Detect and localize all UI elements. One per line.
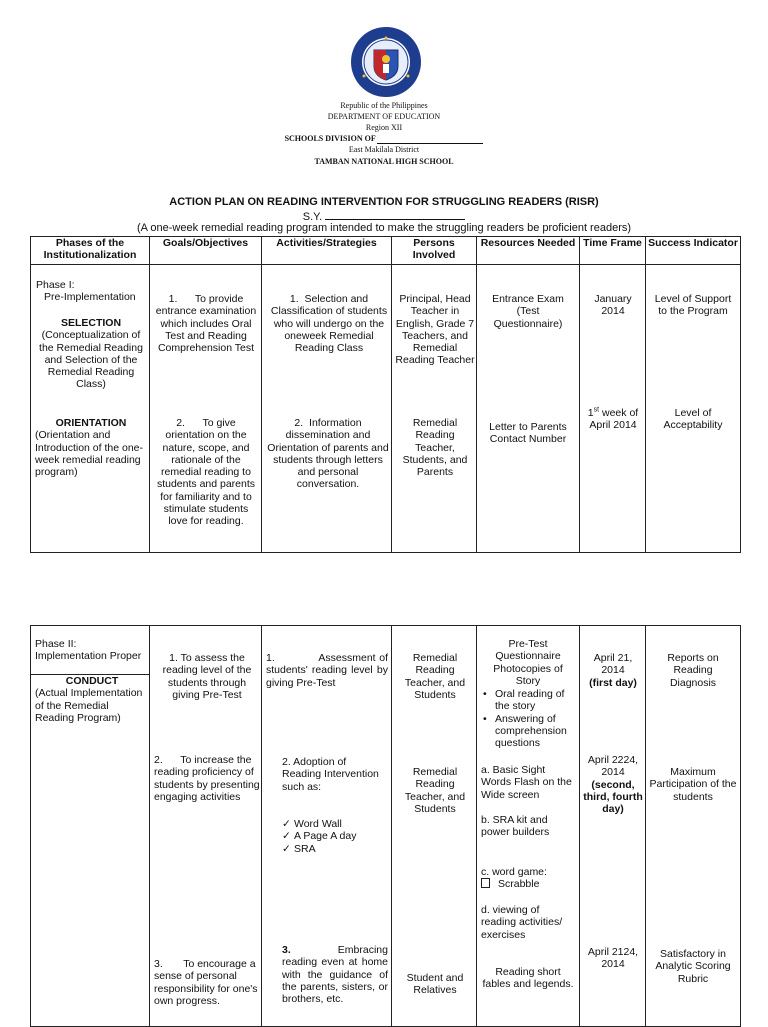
column-header: Success Indicator (646, 237, 741, 265)
phase-cell (31, 626, 150, 1027)
success-indicator: Level of Support to the Program (654, 293, 732, 318)
action-plan-table-phase-1 (30, 236, 741, 553)
persons-involved: Remedial Reading Teacher, and Students (404, 652, 466, 701)
region-line: Region XII (365, 123, 403, 132)
persons-involved: Principal, Head Teacher in English, Grade 7 Teachers, and Remedial Reading Teacher (395, 293, 475, 367)
goal-text: To provide entrance examination which includes Oral Test and Reading Comprehension Test (155, 293, 257, 355)
list-item: • Answering of comprehension questions (483, 712, 567, 750)
resources-needed: Pre-Test Questionnaire Photocopies of Story (493, 638, 563, 687)
resources-needed: d. viewing of reading activities/ exercises (481, 904, 563, 941)
resources-needed: b. SRA kit and power builders (481, 814, 550, 839)
resources-list (481, 688, 575, 749)
success-indicator-cell (646, 265, 741, 553)
goal-number: 2. (176, 417, 185, 429)
time-frame: January 2014 (594, 293, 632, 318)
conduct-title: CONDUCT (65, 675, 119, 687)
persons-involved: Remedial Reading Teacher, Students, and Parents (402, 417, 468, 479)
activity-text: 3. Embracing reading even at home with the guidance of the parents, sisters, or brothers, etc. (282, 944, 388, 1006)
activity-number: 2. (294, 417, 304, 429)
division-line: SCHOOLS DIVISION OF (0, 133, 768, 144)
activity-text: 2. Adoption of Reading Intervention such as: (282, 756, 379, 793)
reading-intervention-list (280, 818, 384, 855)
column-header: Activities/Strategies (262, 237, 392, 265)
department-line: DEPARTMENT OF EDUCATION (327, 112, 441, 121)
list-item: ✓ Word Wall (282, 818, 342, 830)
success-indicator: Level of Acceptability (663, 407, 723, 432)
conduct-description: (Actual Implementation of the Remedial Reading Program) (35, 687, 143, 724)
column-header: Resources Needed (477, 237, 580, 265)
selection-description: (Conceptualization of the Remedial Reading and Selection of the Remedial Reading Class) (39, 329, 143, 391)
phase-name: Pre-Implementation (44, 291, 136, 304)
resources-needed: Entrance Exam (Test Questionnaire) (492, 293, 564, 330)
persons-involved: Student and Relatives (406, 972, 464, 997)
table-row (31, 265, 741, 553)
goals-cell (150, 265, 262, 553)
time-frame: April 2224, 2014 (second, third, fourth day) (583, 754, 643, 816)
selection-title: SELECTION (60, 317, 122, 329)
resources-cell (477, 265, 580, 553)
success-indicator: Satisfactory in Analytic Scoring Rubric (655, 948, 731, 985)
resources-needed: a. Basic Sight Words Flash on the Wide screen (481, 764, 572, 801)
time-frame: April 2124, 2014 (587, 946, 639, 971)
goals-cell (150, 626, 262, 1027)
checkmark-icon: ✓ (282, 830, 291, 843)
activity-text: Selection and Classification of students who will undergo on the oneweek Remedial Reading Class (270, 293, 388, 355)
resources-needed: Letter to Parents Contact Number (489, 421, 567, 446)
goal-number: 1. (168, 293, 178, 305)
resources-cell (477, 626, 580, 1027)
time-frame-cell (580, 626, 646, 1027)
goal-text: 1. To assess the reading level of the students through giving Pre-Test (162, 652, 252, 701)
country-line: Republic of the Philippines (340, 101, 428, 110)
document-subtitle: (A one-week remedial reading program intended to make the struggling readers be proficient readers) (136, 222, 632, 234)
column-header: Phases of the Institutionalization (31, 237, 150, 265)
time-frame: April 21, 2014 (first day) (589, 652, 637, 689)
school-name: TAMBAN NATIONAL HIGH SCHOOL (314, 157, 454, 166)
list-item: ✓ SRA (282, 842, 316, 855)
activities-cell (262, 626, 392, 1027)
time-frame-cell (580, 265, 646, 553)
action-plan-table-phase-2 (30, 625, 741, 1027)
resources-needed: c. word game: Scrabble (481, 866, 547, 891)
column-header: Persons Involved (392, 237, 477, 265)
resources-needed: Reading short fables and legends. (482, 966, 574, 991)
bullet-icon: • (483, 688, 487, 700)
persons-cell (392, 626, 477, 1027)
checkbox-icon (481, 878, 490, 888)
checkmark-icon: ✓ (282, 842, 291, 855)
persons-cell (392, 265, 477, 553)
deped-seal-logo (350, 26, 422, 98)
orientation-description: (Orientation and Introduction of the one-week remedial reading program) (35, 429, 143, 479)
goal-text: 3. To encourage a sense of personal responsibility for one's own progress. (154, 958, 258, 1007)
district-line: East Makilala District (348, 145, 420, 154)
time-frame: 1st week of April 2014 (587, 406, 639, 432)
list-item: • Oral reading of the story (483, 688, 565, 713)
success-indicator-cell (646, 626, 741, 1027)
phase-cell (31, 265, 150, 553)
success-indicator: Maximum Participation of the students (649, 766, 737, 803)
column-header: Goals/Objectives (150, 237, 262, 265)
activity-text: Information dissemination and Orientation of parents and students through letters and personal conversation. (267, 417, 389, 491)
goal-text: 2. To increase the reading proficiency of students by presenting engaging activities (154, 754, 260, 803)
bullet-icon: • (483, 712, 487, 725)
orientation-title: ORIENTATION (55, 417, 127, 429)
column-header: Time Frame (580, 237, 646, 265)
activity-number: 1. (289, 293, 299, 305)
table-header-row (31, 237, 741, 265)
success-indicator: Reports on Reading Diagnosis (667, 652, 719, 689)
phase-name: Implementation Proper (35, 650, 142, 663)
activity-text: 1. Assessment of students' reading level by giving Pre-Test (266, 652, 388, 689)
persons-involved: Remedial Reading Teacher, and Students (404, 766, 466, 815)
table-row (31, 626, 741, 1027)
document-title: ACTION PLAN ON READING INTERVENTION FOR STRUGGLING READERS (RISR) (169, 196, 599, 208)
goal-text: To give orientation on the nature, scope, and rationale of the remedial reading to students and parents for familiarity and to stimulate students love for reading. (156, 417, 256, 528)
list-item: ✓ A Page A day (282, 830, 357, 843)
activities-cell (262, 265, 392, 553)
checkmark-icon: ✓ (282, 818, 291, 830)
phase-label: Phase II: (35, 638, 77, 650)
phase-label: Phase I: (36, 279, 75, 291)
school-year-line: S.Y. (0, 210, 768, 223)
